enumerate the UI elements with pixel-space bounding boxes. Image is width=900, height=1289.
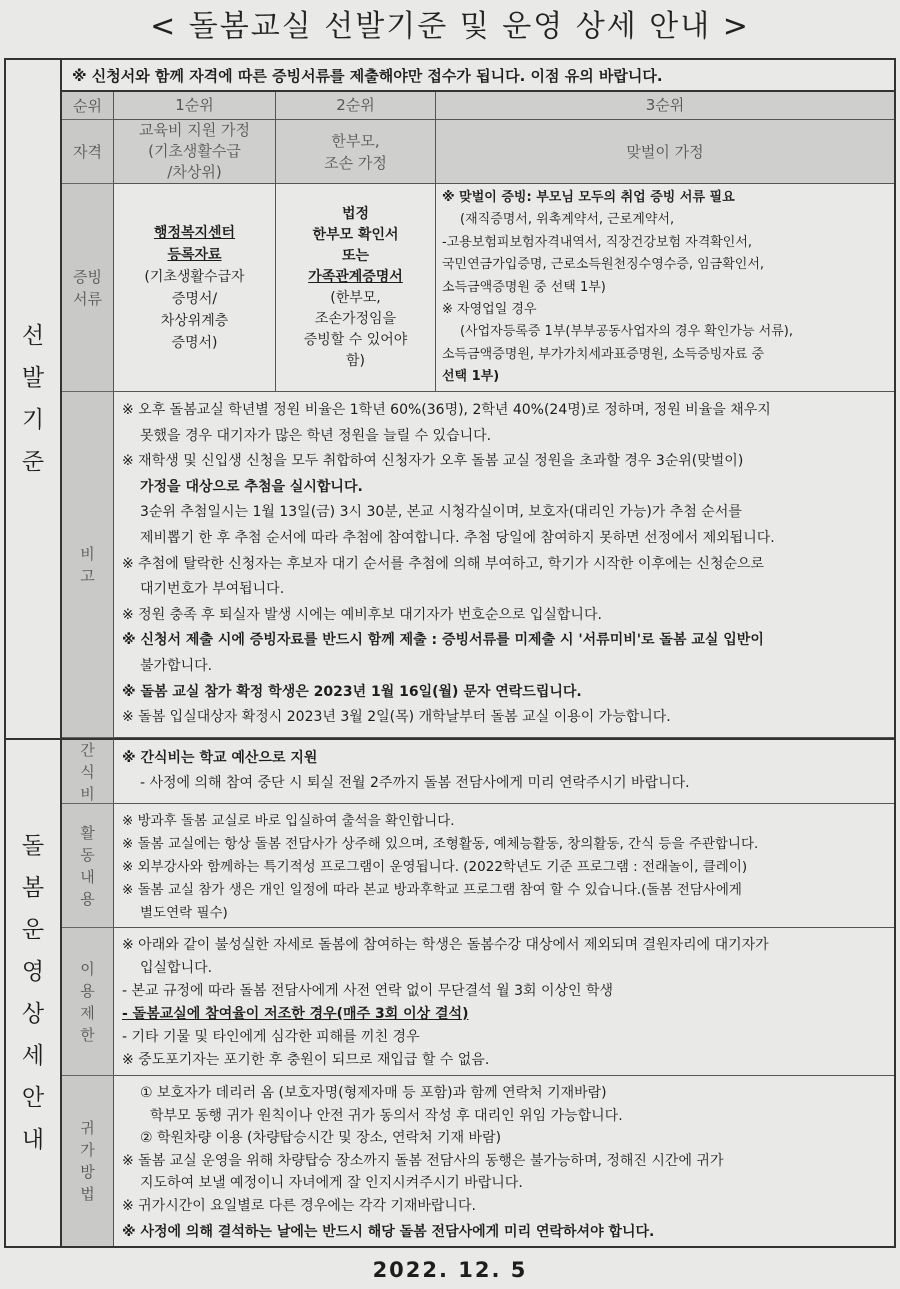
page-title: < 돌봄교실 선발기준 및 운영 상세 안내 > — [150, 9, 750, 44]
snack-label: 간 식 비 — [62, 738, 114, 804]
group-label-selection: 선 발 기 준 — [6, 60, 62, 738]
rank-3-documents: ※ 맞벌이 증빙: 부모님 모두의 취업 증빙 서류 필요 (재직증명서, 위촉계약서, 근로계약서, -고용보험피보험자격내역서, 직장건강보험 자격확인서, 국민연금가입증명, 근로소득원천징수영수증, 임금확인서, 소득금액증명원 중 선택 1부) ※ 자영업일 경우 (사업자등록증 1부(부부공동사업자의 경우 확인가능 서류), 소득금액증명원, 부가가치세과표증명원, 소득증빙자료 중 선택 1부) — [436, 184, 894, 392]
qualification-label: 자격 — [62, 120, 114, 184]
group-label-operation: 돌 봄 운 영 상 세 안 내 — [6, 738, 62, 1246]
rank-1-documents: 행정복지센터 등록자료 (기초생활수급자 증명서/ 차상위계층 증명서) — [114, 184, 276, 392]
activity-label: 활 동 내 용 — [62, 804, 114, 928]
info-sheet — [4, 58, 896, 1248]
rank-1-header: 1순위 — [114, 92, 276, 120]
rank-label: 순위 — [62, 92, 114, 120]
rank-1-qualification: 교육비 지원 가정 (기초생활수급 /차상위) — [114, 120, 276, 184]
snack-content: ※ 간식비는 학교 예산으로 지원 - 사정에 의해 참여 중단 시 퇴실 전월 2주까지 돌봄 전담사에게 미리 연락주시기 바랍니다. — [114, 738, 894, 804]
issue-date: 2022. 12. 5 — [372, 1258, 528, 1282]
restriction-label: 이 용 제 한 — [62, 928, 114, 1076]
restriction-content: ※ 아래와 같이 불성실한 자세로 돌봄에 참여하는 학생은 돌봄수강 대상에서 제외되며 결원자리에 대기자가 입실합니다. - 본교 규정에 따라 돌봄 전담사에게 사전 연락 없이 무단결석 월 3회 이상인 학생 - 돌봄교실에 참여율이 저조한 경우(매주 3회 이상 결석) - 기타 기물 및 타인에게 심각한 피해를 끼친 경우 ※ 중도포기자는 포기한 후 충원이 되므로 재입급 할 수 없음. — [114, 928, 894, 1076]
rank-3-header: 3순위 — [436, 92, 894, 120]
rank-2-documents: 법정 한부모 확인서 또는 가족관계증명서 (한부모, 조손가정임을 증빙할 수 있어야 함) — [276, 184, 436, 392]
remarks-label: 비 고 — [62, 392, 114, 738]
return-method-content: ① 보호자가 데리러 옴 (보호자명(형제자매 등 포함)과 함께 연락처 기재바람) 학부모 동행 귀가 원칙이나 안전 귀가 동의서 작성 후 대리인 위임 가능합니다. ② 학원차량 이용 (차량탑승시간 및 장소, 연락처 기재 바람) ※ 돌봄 교실 운영을 위해 차량탑승 장소까지 돌봄 전담사의 동행은 불가능하며, 정해진 시간에 귀가 지도하여 보낼 예정이니 자녀에게 잘 인지시켜주시기 바랍니다. ※ 귀가시간이 요일별로 다른 경우에는 각각 기재바랍니다. ※ 사정에 의해 결석하는 날에는 반드시 해당 돌봄 전담사에게 미리 연락하셔야 합니다. — [122, 1085, 724, 1240]
rank-2-qualification: 한부모, 조손 가정 — [276, 120, 436, 184]
documents-label: 증빙 서류 — [62, 184, 114, 392]
rank-2-header: 2순위 — [276, 92, 436, 120]
return-method-label: 귀 가 방 법 — [62, 1076, 114, 1246]
remarks-content: ※ 오후 돌봄교실 학년별 정원 비율은 1학년 60%(36명), 2학년 40%(24명)로 정하며, 정원 비율을 채우지 못했을 경우 대기자가 많은 학년 정원을 늘릴 수 있습니다. ※ 재학생 및 신입생 신청을 모두 취합하여 신청자가 오후 돌봄 교실 정원을 초과할 경우 3순위(맞벌이) 가정을 대상으로 추첨을 실시합니다. 3순위 추첨일시는 1월 13일(금) 3시 30분, 본교 시청각실이며, 보호자(대리인 가능)가 추첨 순서를 제비뽑기 한 후 추첨 순서에 따라 추첨에 참여합니다. 추첨 당일에 참여하지 못하면 선정에서 제외됩니다. ※ 추첨에 탈락한 신청자는 후보자 대기 순서를 추첨에 의해 부여하고, 학기가 시작한 이후에는 신청순으로 대기번호가 부여됩니다. ※ 정원 충족 후 퇴실자 발생 시에는 예비후보 대기자가 번호순으로 입실합니다. ※ 신청서 제출 시에 증빙자료를 반드시 함께 제출 : 증빙서류를 미제출 시 '서류미비'로 돌봄 교실 입반이 불가합니다. ※ 돌봄 교실 참가 확정 학생은 2023년 1월 16일(월) 문자 연락드립니다. ※ 돌봄 입실대상자 확정시 2023년 3월 2일(목) 개학날부터 돌봄 교실 이용이 가능합니다. — [114, 392, 894, 738]
activity-content: ※ 방과후 돌봄 교실로 바로 입실하여 출석을 확인합니다. ※ 돌봄 교실에는 항상 돌봄 전담사가 상주해 있으며, 조형활동, 예체능활동, 창의활동, 간식 등을 주관합니다. ※ 외부강사와 함께하는 특기적성 프로그램이 운영됩니다. (2022학년도 기준 프로그램 : 전래놀이, 클레이) ※ 돌봄 교실 참가 생은 개인 일정에 따라 본교 방과후학교 프로그램 참여 할 수 있습니다.(돌봄 전담사에게 별도연락 필수) — [114, 804, 894, 928]
rank-3-qualification: 맞벌이 가정 — [436, 120, 894, 184]
notice-banner: ※ 신청서와 함께 자격에 따른 증빙서류를 제출해야만 접수가 됩니다. 이점 유의 바랍니다. — [62, 60, 894, 92]
